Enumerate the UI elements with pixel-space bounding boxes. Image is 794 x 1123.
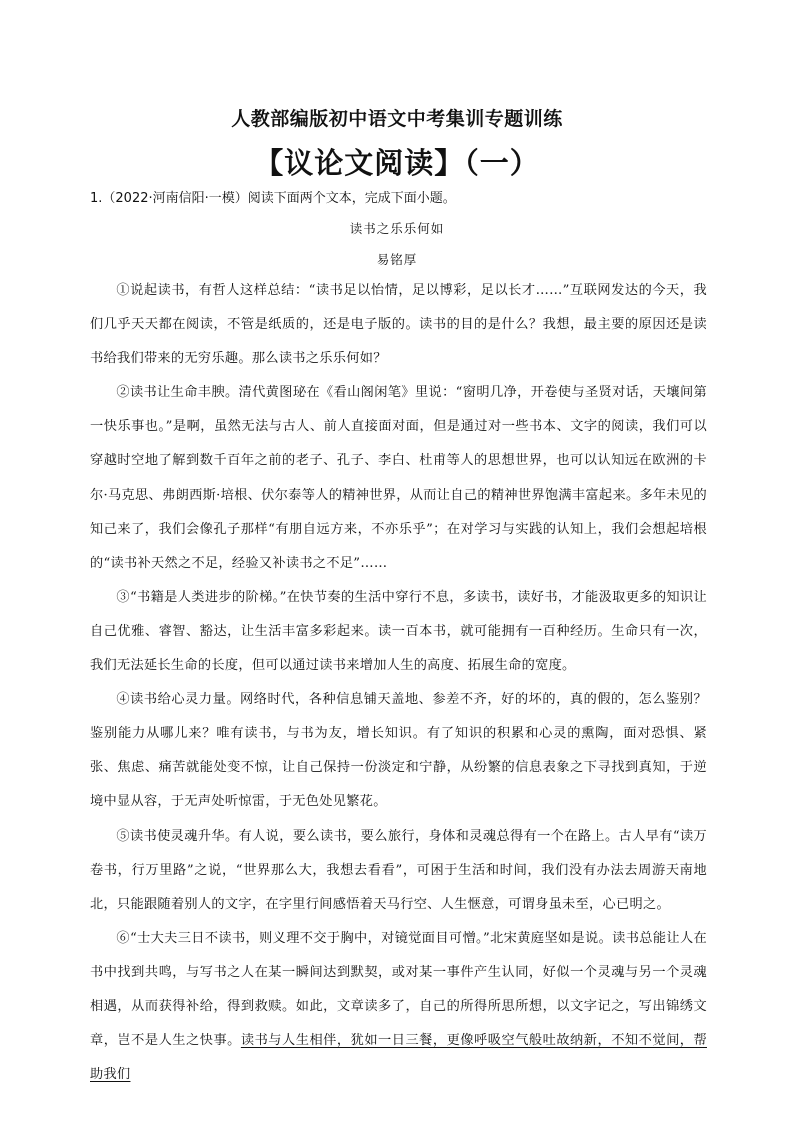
question-intro: 1.（2022·河南信阳·一模）阅读下面两个文本，完成下面小题。: [90, 191, 456, 206]
paragraph-text: ①说起读书，有哲人这样总结：“读书足以怡情，足以博彩，足以长才……”互联网发达的今天，我们几乎天天都在阅读，不管是纸质的，还是电子版的。读书的目的是什么？我想，最主要的原因还是读书给我们带来的无穷乐趣。那么读书之乐乐何如？: [90, 283, 707, 367]
paragraph-4: [90, 683, 707, 819]
article-author: 易铭厚: [376, 252, 418, 267]
paragraph-text: ⑤读书使灵魂升华。有人说，要么读书，要么旅行，身体和灵魂总得有一个在路上。古人早有“读万卷书，行万里路”之说，“世界那么大，我想去看看”，可困于生活和时间，我们没有办法去周游天南地北，只能跟随着别人的文字，在字里行间感悟着天马行空、人生惬意，可谓身虽未至，心已明之。: [90, 828, 707, 912]
article-title: 读书之乐乐何如: [349, 221, 445, 236]
topic-title: 【议论文阅读】（一）: [254, 146, 540, 180]
paragraph-6: [90, 922, 707, 1092]
paragraph-5: [90, 820, 707, 922]
paragraph-text: ③“书籍是人类进步的阶梯。”在快节奏的生活中穿行不息，多读书，读好书，才能汲取更多的知识让自己优雅、睿智、豁达，让生活丰富多彩起来。读一百本书，就可能拥有一百种经历。生命只有一次，我们无法延长生命的长度，但可以通过读书来增加人生的高度、拓展生命的宽度。: [90, 589, 707, 674]
article-body: [90, 274, 707, 1092]
paragraph-text: ②读书让生命丰腴。清代黄图珌在《看山阁闲笔》里说：“窗明几净，开卷使与圣贤对话，天壤间第一快乐事也。”是啊，虽然无法与古人、前人直接面对面，但是通过对一些书本、文字的阅读，我们可以穿越时空地了解到数千百年之前的老子、孔子、李白、杜甫等人的思想世界，也可以认知远在欧洲的卡尔·马克思、弗朗西斯·培根、伏尔泰等人的精神世界，从而让自己的精神世界饱满丰富起来。多年未见的知己来了，我们会像孔子那样“有朋自远方来，不亦乐乎”；在对学习与实践的认知上，我们会想起培根的“读书补天然之不足，经验又补读书之不足”……: [90, 385, 707, 571]
paragraph-1: [90, 274, 707, 376]
paragraph-3: [90, 581, 707, 683]
series-title: 人教部编版初中语文中考集训专题训练: [231, 108, 563, 130]
paragraph-2: [90, 376, 707, 581]
underlined-sentence: 读书与人生相伴，犹如一日三餐，更像呼吸空气般吐故纳新，不知不觉间，帮助我们: [90, 1033, 707, 1083]
paragraph-text: ④读书给心灵力量。网络时代，各种信息铺天盖地、参差不齐，好的坏的，真的假的，怎么鉴别？鉴别能力从哪儿来？唯有读书，与书为友，增长知识。有了知识的积累和心灵的熏陶，面对恐惧、紧张、焦虑、痛苦就能处变不惊，让自己保持一份淡定和宁静，从纷繁的信息表象之下寻找到真知，于逆境中显从容，于无声处听惊雷，于无色处见繁花。: [90, 692, 707, 810]
paragraph-text: ⑥“士大夫三日不读书，则义理不交于胸中，对镜觉面目可憎。”北宋黄庭坚如是说。读书总能让人在书中找到共鸣，与写书之人在某一瞬间达到默契，或对某一事件产生认同，好似一个灵魂与另一个灵魂相遇，从而获得补给，得到救赎。如此，文章读多了，自己的所得所思所想，以文字记之，写出锦绣文章，岂不是人生之快事。: [90, 930, 707, 1049]
